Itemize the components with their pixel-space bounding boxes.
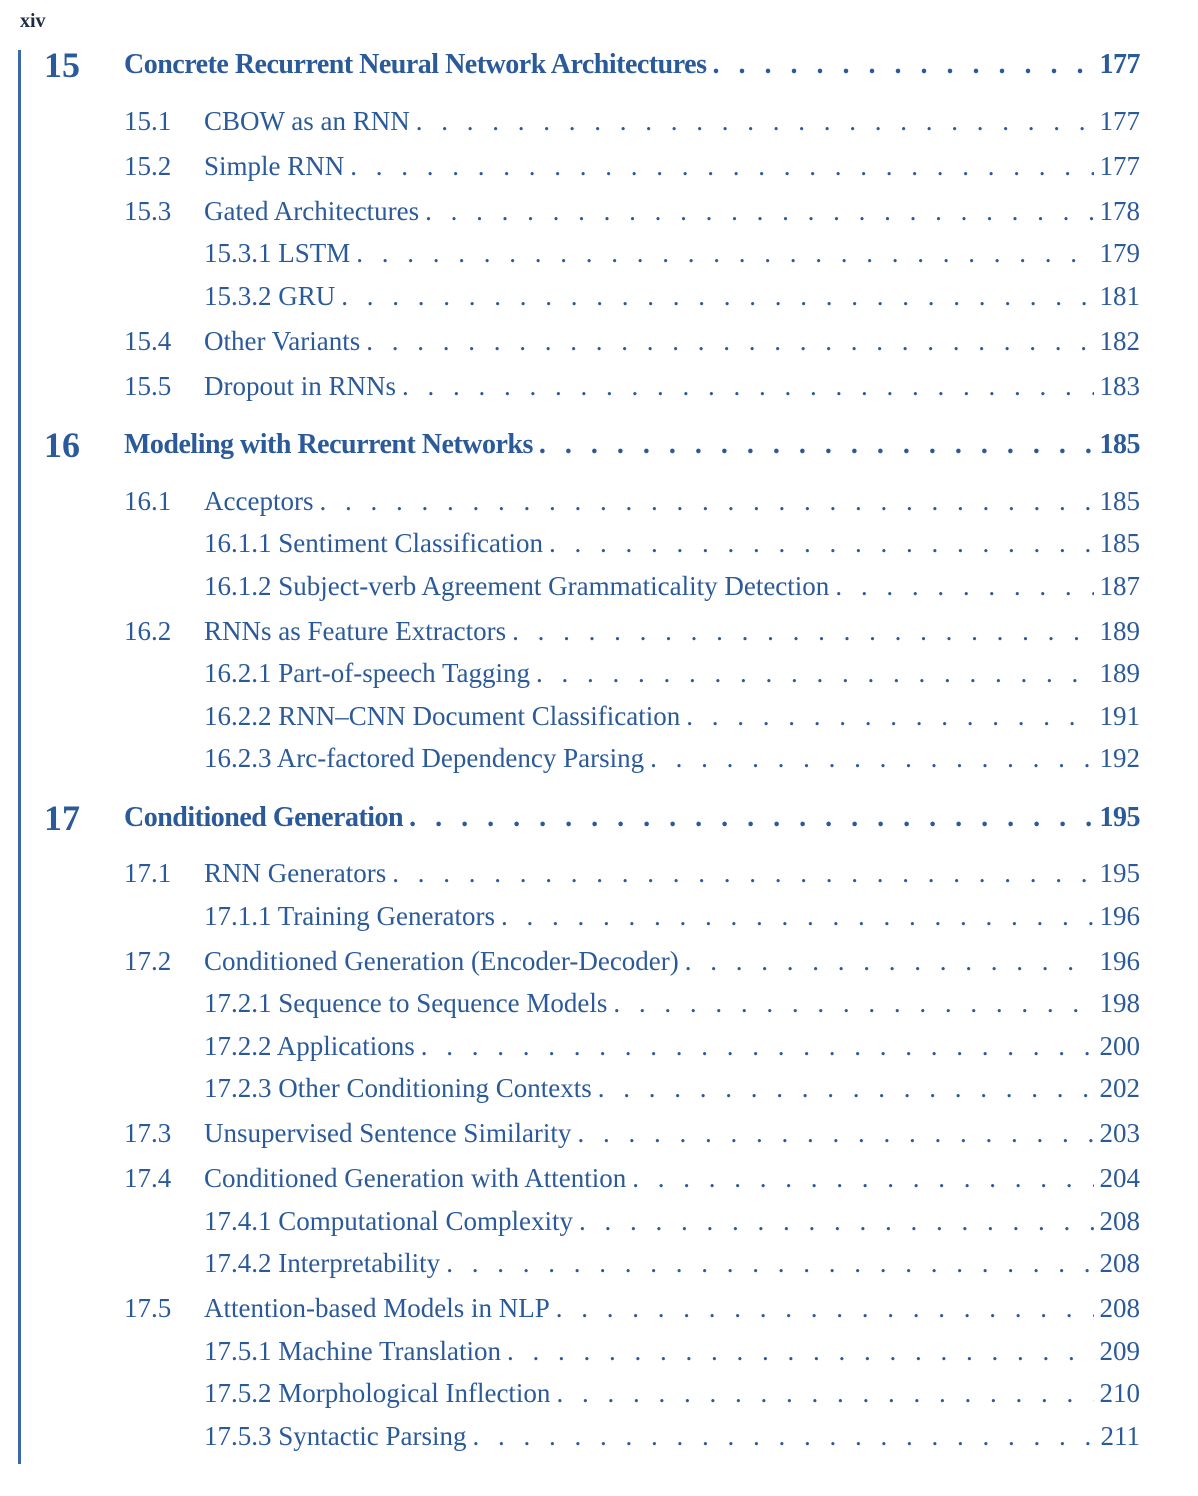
entry-page-number: 187: [1099, 570, 1140, 601]
toc-section-entry[interactable]: [0, 939, 1198, 982]
entry-page-number: 203: [1099, 1118, 1140, 1148]
page-number-label: xiv: [20, 10, 46, 32]
leader-dots: [507, 1336, 1094, 1367]
entry-title: 17.4.1 Computational Complexity: [204, 1205, 573, 1236]
leader-dots: [536, 658, 1093, 689]
entry-title: Other Variants: [204, 325, 361, 356]
entry-title: 15.3.1 LSTM: [204, 238, 351, 268]
entry-page-number: 191: [1099, 700, 1140, 731]
toc-section-entry[interactable]: [0, 609, 1198, 652]
toc-section-entry[interactable]: [0, 1111, 1198, 1154]
leader-dots: [416, 106, 1094, 137]
leader-dots: [539, 429, 1094, 461]
entry-title: 16.2.1 Part-of-speech Tagging: [204, 658, 531, 688]
section-number: 17.1: [124, 858, 172, 888]
leader-dots: [319, 486, 1093, 517]
toc-subsection-entry[interactable]: [0, 1241, 1198, 1284]
chapter-entries: [0, 851, 1198, 1456]
entry-page-number: 185: [1099, 485, 1140, 516]
chapter-number: 16: [44, 425, 80, 465]
leader-dots: [512, 616, 1093, 647]
chapter-page-number: 185: [1099, 429, 1140, 460]
leader-dots: [556, 1293, 1094, 1324]
toc-section-entry[interactable]: [0, 99, 1198, 142]
chapter-title: Modeling with Recurrent Networks: [124, 429, 533, 460]
section-number: 17.4: [124, 1163, 172, 1193]
entry-page-number: 177: [1099, 105, 1140, 136]
toc-subsection-entry[interactable]: [0, 736, 1198, 779]
toc-section-entry[interactable]: [0, 189, 1198, 232]
leader-dots: [425, 196, 1093, 227]
entry-title: Conditioned Generation (Encoder-Decoder): [204, 945, 679, 976]
chapter-heading-16[interactable]: [0, 418, 1198, 476]
section-number: 17.5: [124, 1293, 172, 1323]
entry-title: 16.1.1 Sentiment Classification: [204, 528, 543, 558]
chapter-page-number: 195: [1099, 801, 1140, 833]
entry-page-number: 196: [1099, 900, 1140, 931]
entry-title: Unsupervised Sentence Similarity: [204, 1118, 572, 1148]
toc-subsection-entry[interactable]: [0, 521, 1198, 564]
leader-dots: [341, 281, 1093, 312]
leader-dots: [556, 1378, 1093, 1409]
leader-dots: [577, 1118, 1093, 1149]
entry-page-number: 196: [1099, 945, 1140, 976]
entry-page-number: 182: [1099, 325, 1140, 356]
toc-subsection-entry[interactable]: [0, 1371, 1198, 1414]
entry-page-number: 211: [1100, 1420, 1140, 1451]
entry-page-number: 185: [1099, 528, 1140, 558]
leader-dots: [685, 946, 1094, 977]
leader-dots: [650, 743, 1093, 774]
toc-subsection-entry[interactable]: [0, 1329, 1198, 1372]
leader-dots: [472, 1421, 1094, 1452]
chapter-number: 17: [44, 797, 80, 838]
toc-section-entry[interactable]: [0, 1156, 1198, 1199]
entry-title: Acceptors: [204, 485, 314, 516]
toc-section-entry[interactable]: [0, 1286, 1198, 1329]
entry-page-number: 204: [1099, 1163, 1140, 1193]
entry-page-number: 208: [1099, 1293, 1140, 1323]
toc-subsection-entry[interactable]: [0, 1024, 1198, 1067]
leader-dots: [712, 49, 1093, 81]
section-number: 16.1: [124, 485, 172, 516]
toc-subsection-entry[interactable]: [0, 274, 1198, 317]
toc-subsection-entry[interactable]: [0, 694, 1198, 737]
toc-section-entry[interactable]: [0, 144, 1198, 187]
entry-page-number: 209: [1099, 1335, 1140, 1366]
chapter-title: Conditioned Generation: [124, 801, 404, 833]
entry-page-number: 202: [1099, 1073, 1140, 1103]
toc-subsection-entry[interactable]: [0, 651, 1198, 694]
entry-title: 17.5.2 Morphological Inflection: [204, 1378, 551, 1408]
leader-dots: [686, 701, 1093, 732]
entry-title: 17.5.1 Machine Translation: [204, 1335, 501, 1366]
section-number: 17.2: [124, 945, 172, 976]
section-number: 15.4: [124, 325, 172, 356]
toc-subsection-entry[interactable]: [0, 564, 1198, 607]
entry-title: Dropout in RNNs: [204, 370, 397, 401]
entry-title: 15.3.2 GRU: [204, 280, 336, 311]
entry-page-number: 178: [1099, 195, 1140, 226]
entry-title: 17.2.3 Other Conditioning Contexts: [204, 1073, 592, 1103]
entry-title: 16.1.2 Subject-verb Agreement Grammaticality Detection: [204, 570, 830, 601]
toc-section-entry[interactable]: [0, 851, 1198, 894]
toc-subsection-entry[interactable]: [0, 894, 1198, 937]
section-number: 15.2: [124, 150, 172, 181]
toc-section-entry[interactable]: [0, 364, 1198, 407]
leader-dots: [402, 371, 1093, 402]
entry-title: Attention-based Models in NLP: [204, 1293, 550, 1323]
entry-page-number: 189: [1099, 658, 1140, 688]
leader-dots: [421, 1031, 1094, 1062]
entry-title: 17.1.1 Training Generators: [204, 900, 495, 931]
entry-title: RNN Generators: [204, 858, 387, 888]
section-number: 15.3: [124, 195, 172, 226]
leader-dots: [835, 571, 1093, 602]
leader-dots: [366, 326, 1093, 357]
entry-page-number: 192: [1099, 743, 1140, 773]
toc-section-entry[interactable]: [0, 319, 1198, 362]
entry-title: CBOW as an RNN: [204, 105, 410, 136]
toc-section-entry[interactable]: [0, 479, 1198, 522]
entry-page-number: 200: [1099, 1030, 1140, 1061]
toc-subsection-entry[interactable]: [0, 981, 1198, 1024]
entry-title: Conditioned Generation with Attention: [204, 1163, 627, 1193]
entry-page-number: 198: [1099, 988, 1140, 1018]
chapter-number: 15: [44, 45, 80, 85]
chapter-entries: [0, 99, 1198, 407]
entry-title: 17.5.3 Syntactic Parsing: [204, 1420, 467, 1451]
entry-page-number: 210: [1099, 1378, 1140, 1408]
chapter-heading-17[interactable]: [0, 791, 1198, 849]
entry-page-number: 208: [1099, 1205, 1140, 1236]
entry-title: RNNs as Feature Extractors: [204, 615, 507, 646]
leader-dots: [501, 901, 1094, 932]
toc-subsection-entry[interactable]: [0, 1066, 1198, 1109]
section-number: 15.5: [124, 370, 172, 401]
toc-subsection-entry[interactable]: [0, 1414, 1198, 1457]
leader-dots: [549, 528, 1094, 559]
entry-title: 17.2.1 Sequence to Sequence Models: [204, 988, 608, 1018]
entry-title: 16.2.2 RNN–CNN Document Classification: [204, 700, 681, 731]
entry-page-number: 189: [1099, 615, 1140, 646]
entry-title: Simple RNN: [204, 150, 345, 181]
leader-dots: [632, 1163, 1093, 1194]
chapter-title: Concrete Recurrent Neural Network Architectures: [124, 49, 707, 80]
section-number: 17.3: [124, 1118, 172, 1148]
leader-dots: [356, 238, 1093, 269]
entry-title: 17.4.2 Interpretability: [204, 1248, 441, 1278]
leader-dots: [392, 858, 1093, 889]
leader-dots: [409, 802, 1093, 834]
toc-subsection-entry[interactable]: [0, 1199, 1198, 1242]
entry-title: Gated Architectures: [204, 195, 420, 226]
entry-page-number: 179: [1099, 238, 1140, 268]
leader-dots: [350, 151, 1093, 182]
leader-dots: [579, 1206, 1094, 1237]
chapter-entries: [0, 479, 1198, 779]
chapter-heading-15[interactable]: [0, 38, 1198, 96]
entry-page-number: 181: [1099, 280, 1140, 311]
entry-title: 16.2.3 Arc-factored Dependency Parsing: [204, 743, 645, 773]
leader-dots: [446, 1248, 1093, 1279]
toc-subsection-entry[interactable]: [0, 231, 1198, 274]
entry-title: 17.2.2 Applications: [204, 1030, 415, 1061]
chapter-page-number: 177: [1099, 49, 1140, 80]
leader-dots: [613, 988, 1093, 1019]
section-number: 16.2: [124, 615, 172, 646]
leader-dots: [598, 1073, 1094, 1104]
entry-page-number: 208: [1099, 1248, 1140, 1278]
section-number: 15.1: [124, 105, 172, 136]
entry-page-number: 195: [1099, 858, 1140, 888]
entry-page-number: 183: [1099, 370, 1140, 401]
entry-page-number: 177: [1099, 150, 1140, 181]
